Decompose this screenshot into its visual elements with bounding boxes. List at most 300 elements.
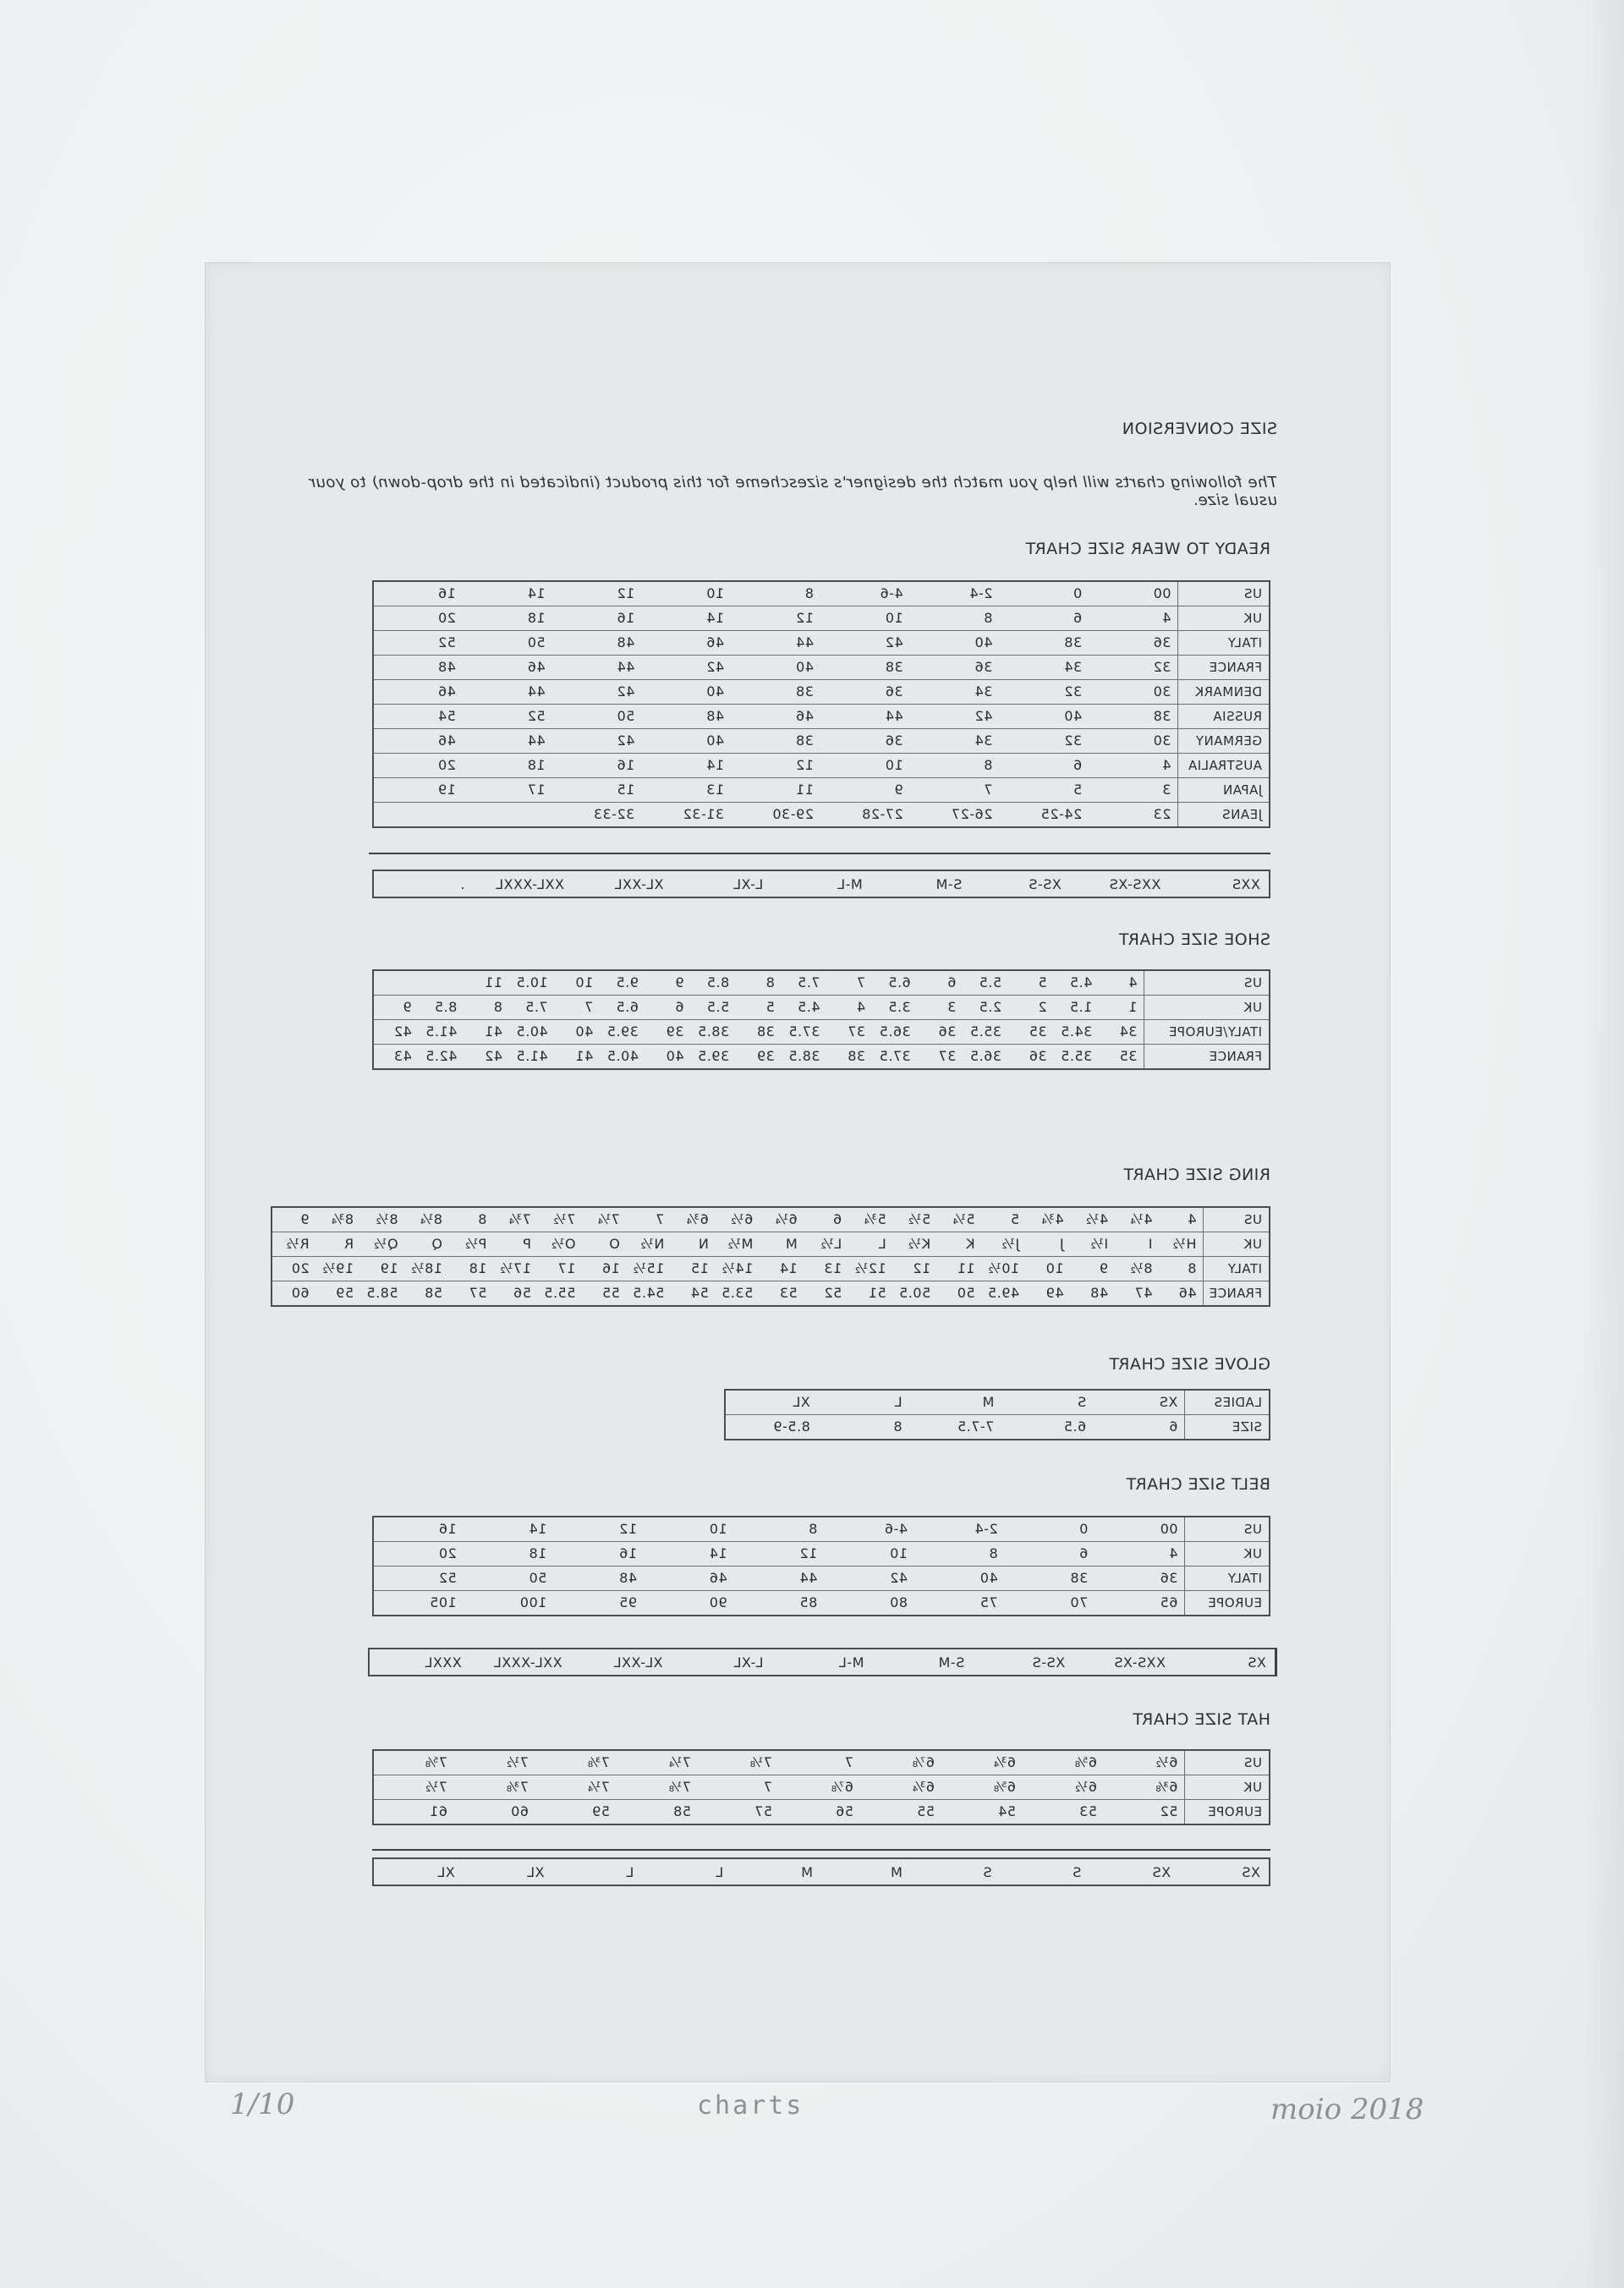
- ready-to-wear-rule: [369, 853, 1270, 854]
- table-cell: 42: [552, 680, 642, 705]
- table-cell: 8: [1160, 1257, 1204, 1281]
- table-cell: 8: [464, 996, 509, 1020]
- table-cell: 8: [449, 1207, 493, 1232]
- table-cell: 36: [1089, 631, 1178, 656]
- table-cell: 8¼: [405, 1207, 449, 1232]
- table-cell: 16: [552, 754, 642, 778]
- table-cell: M½: [716, 1232, 760, 1257]
- table-cell: 32: [999, 680, 1089, 705]
- table-row: [373, 631, 1270, 656]
- table-cell: 12: [893, 1257, 937, 1281]
- alpha-size: XL-XXL: [613, 1654, 663, 1671]
- table-cell: 18½: [405, 1257, 449, 1281]
- heading-shoe: SHOE SIZE CHART: [1118, 930, 1270, 949]
- belt-alpha-row: [368, 1648, 1277, 1676]
- table-cell: 6⅞: [860, 1750, 941, 1775]
- alpha-size: M: [800, 1863, 814, 1880]
- table-cell: 52: [463, 705, 552, 729]
- table-cell: 8: [910, 606, 1000, 631]
- table-cell: 44: [463, 680, 552, 705]
- table-cell: 16: [582, 1257, 626, 1281]
- table-cell: 46: [731, 705, 820, 729]
- row-label: US: [1185, 1750, 1270, 1775]
- table-cell: 6: [645, 996, 691, 1020]
- table-cell: 6.5: [872, 970, 918, 996]
- table-cell: 8½: [360, 1207, 404, 1232]
- table-row: [272, 1281, 1270, 1307]
- table-cell: 6: [1093, 1415, 1185, 1440]
- table-cell: 95: [553, 1591, 644, 1616]
- table-cell: 38: [1089, 705, 1178, 729]
- table-cell: 42: [552, 729, 642, 754]
- table-cell: 10: [644, 1517, 734, 1542]
- table-cell: 34: [999, 656, 1089, 680]
- table-cell: 48: [373, 656, 463, 680]
- table-cell: 17: [463, 778, 552, 803]
- table-cell: 55: [582, 1281, 626, 1307]
- table-cell: 4: [1160, 1207, 1204, 1232]
- table-cell: 46: [1160, 1281, 1204, 1307]
- table-cell: 7¼: [535, 1775, 617, 1800]
- table-cell: 15: [552, 778, 642, 803]
- table-cell: 16: [373, 581, 463, 606]
- table-cell: 7-7.5: [909, 1415, 1001, 1440]
- table-cell: 2.5: [963, 996, 1008, 1020]
- table-row: [373, 1800, 1270, 1825]
- table-cell: 53: [1023, 1800, 1104, 1825]
- table-cell: 00: [1095, 1517, 1185, 1542]
- alpha-size: XXS-XS: [1113, 1654, 1166, 1671]
- table-cell: 4: [1089, 606, 1178, 631]
- table-cell: Q: [405, 1232, 449, 1257]
- table-cell: 7⅝: [373, 1750, 454, 1775]
- table-row: [373, 705, 1270, 729]
- table-cell: 4: [1089, 754, 1178, 778]
- alpha-size: M: [890, 1863, 903, 1880]
- table-cell: 6½: [1023, 1775, 1104, 1800]
- table-cell: 9: [272, 1207, 316, 1232]
- table-cell: 50.5: [893, 1281, 937, 1307]
- table-cell: 8: [910, 754, 1000, 778]
- table-row: [373, 1750, 1270, 1775]
- row-label: ITALY: [1204, 1257, 1270, 1281]
- table-row: [272, 1207, 1270, 1232]
- table-cell: 46: [644, 1566, 734, 1591]
- table-cell: 32: [1089, 656, 1178, 680]
- table-cell: 30: [1089, 729, 1178, 754]
- table-cell: 7: [827, 970, 873, 996]
- table-cell: 31-32: [641, 803, 731, 828]
- table-cell: 11: [937, 1257, 981, 1281]
- table-cell: N½: [627, 1232, 671, 1257]
- table-cell: 54: [373, 705, 463, 729]
- alpha-size: S-M: [935, 875, 963, 892]
- table-cell: 38: [1005, 1566, 1095, 1591]
- table-cell: 4½: [1071, 1207, 1115, 1232]
- table-cell: 20: [373, 606, 463, 631]
- table-cell: 50: [464, 1566, 554, 1591]
- table-cell: 36: [918, 1020, 963, 1045]
- table-cell: 8: [734, 1517, 825, 1542]
- table-cell: XL: [725, 1390, 817, 1415]
- table-row: [373, 1775, 1270, 1800]
- table-cell: 11: [731, 778, 820, 803]
- table-cell: 36.5: [872, 1020, 918, 1045]
- artist-signature: moio 2018: [1270, 2093, 1424, 2126]
- table-cell: 37.5: [782, 1020, 827, 1045]
- row-label: UK: [1204, 1232, 1270, 1257]
- row-label: UK: [1185, 1775, 1270, 1800]
- table-cell: 8.5-9: [725, 1415, 817, 1440]
- alpha-size: XXL-XXXL: [495, 875, 565, 892]
- alpha-size: XS: [1247, 1654, 1266, 1671]
- table-cell: 4.5: [782, 996, 827, 1020]
- table-cell: 40: [555, 1020, 601, 1045]
- table-cell: [463, 803, 552, 828]
- table-row: [373, 803, 1270, 828]
- table-row: [272, 1257, 1270, 1281]
- table-cell: 12: [731, 606, 820, 631]
- table-cell: 40: [999, 705, 1089, 729]
- alpha-size: XXS: [1232, 875, 1260, 892]
- table-cell: 42: [641, 656, 731, 680]
- table-cell: 7½: [454, 1750, 535, 1775]
- table-cell: 9: [1071, 1257, 1115, 1281]
- table-cell: 48: [1071, 1281, 1115, 1307]
- alpha-size: XXXL: [425, 1654, 462, 1671]
- table-cell: 36: [1095, 1566, 1185, 1591]
- table-cell: 42: [910, 705, 1000, 729]
- table-cell: K: [937, 1232, 981, 1257]
- table-cell: 80: [824, 1591, 914, 1616]
- row-label: RUSSIA: [1178, 705, 1270, 729]
- table-row: [272, 1232, 1270, 1257]
- alpha-size: M-L: [837, 875, 863, 892]
- table-cell: XS: [1093, 1390, 1185, 1415]
- row-label: JEANS: [1178, 803, 1270, 828]
- alpha-size: S-M: [938, 1654, 965, 1671]
- table-cell: M: [909, 1390, 1001, 1415]
- table-cell: 8: [914, 1542, 1005, 1566]
- table-cell: 5: [736, 996, 782, 1020]
- alpha-size: XL: [526, 1863, 545, 1880]
- row-label: US: [1185, 1517, 1270, 1542]
- alpha-size: S: [982, 1863, 992, 1880]
- table-cell: 8.5: [419, 996, 464, 1020]
- table-cell: 7¼: [582, 1207, 626, 1232]
- table-cell: 52: [1104, 1800, 1185, 1825]
- table-row: [373, 970, 1270, 996]
- table-cell: 4.5: [1054, 970, 1100, 996]
- table-cell: R½: [272, 1232, 316, 1257]
- table-row: [373, 1591, 1270, 1616]
- table-cell: [373, 803, 463, 828]
- table-row: [373, 778, 1270, 803]
- row-label: EUROPE: [1185, 1591, 1270, 1616]
- table-cell: 56: [779, 1800, 860, 1825]
- table-cell: 4: [827, 996, 873, 1020]
- row-label: US: [1204, 1207, 1270, 1232]
- table-cell: 12: [731, 754, 820, 778]
- table-cell: 35.5: [963, 1020, 1008, 1045]
- table-cell: 10: [820, 606, 910, 631]
- table-cell: 9: [820, 778, 910, 803]
- table-cell: M: [760, 1232, 804, 1257]
- intro-text: The following charts will help you match the designer's sizescheme for this product (indicated in the drop-down) to your usual size.: [309, 474, 1277, 509]
- table-cell: 20: [373, 754, 463, 778]
- table-cell: I½: [1071, 1232, 1115, 1257]
- table-cell: 5½: [893, 1207, 937, 1232]
- table-cell: [373, 970, 419, 996]
- table-cell: 38.5: [691, 1020, 737, 1045]
- table-cell: 49: [1026, 1281, 1070, 1307]
- table-cell: 41.5: [509, 1045, 555, 1070]
- table-cell: 5: [982, 1207, 1026, 1232]
- hat-alpha-row: [372, 1857, 1270, 1886]
- table-cell: S: [1001, 1390, 1093, 1415]
- table-cell: 30: [1089, 680, 1178, 705]
- table-cell: 7½: [373, 1775, 454, 1800]
- table-cell: 90: [644, 1591, 734, 1616]
- table-cell: 7⅜: [454, 1775, 535, 1800]
- table-cell: 37.5: [872, 1045, 918, 1070]
- table-cell: P½: [449, 1232, 493, 1257]
- table-cell: 40: [731, 656, 820, 680]
- table-cell: 58: [405, 1281, 449, 1307]
- table-cell: 7: [698, 1775, 779, 1800]
- heading-belt: BELT SIZE CHART: [1126, 1475, 1270, 1494]
- table-cell: 32: [999, 729, 1089, 754]
- table-cell: 2-4: [910, 581, 1000, 606]
- table-cell: 70: [1005, 1591, 1095, 1616]
- table-cell: 46: [373, 729, 463, 754]
- table-row: [373, 996, 1270, 1020]
- table-cell: 8½: [1115, 1257, 1159, 1281]
- table-cell: 48: [552, 631, 642, 656]
- title-size-conversion: SIZE CONVERSION: [1122, 420, 1277, 438]
- alpha-size: XS-S: [1028, 875, 1062, 892]
- table-cell: 49.5: [982, 1281, 1026, 1307]
- table-cell: 60: [272, 1281, 316, 1307]
- table-cell: 44: [734, 1566, 825, 1591]
- table-row: [373, 680, 1270, 705]
- table-cell: 7⅛: [617, 1775, 698, 1800]
- row-label: UK: [1185, 1542, 1270, 1566]
- table-cell: 16: [552, 606, 642, 631]
- table-cell: 10: [1026, 1257, 1070, 1281]
- table-cell: 1: [1099, 996, 1144, 1020]
- row-label: US: [1178, 581, 1270, 606]
- table-cell: 39.5: [691, 1045, 737, 1070]
- shoe-table: [372, 969, 1270, 1070]
- table-cell: 6: [999, 606, 1089, 631]
- table-cell: 8: [817, 1415, 909, 1440]
- heading-glove: GLOVE SIZE CHART: [1109, 1355, 1270, 1374]
- table-cell: 38: [827, 1045, 873, 1070]
- table-cell: 6: [918, 970, 963, 996]
- table-row: [373, 1020, 1270, 1045]
- alpha-size: XL-XXL: [614, 875, 664, 892]
- table-cell: 6.5: [600, 996, 645, 1020]
- alpha-size: XXL-XXXL: [493, 1654, 562, 1671]
- alpha-size: XXS-XS: [1109, 875, 1161, 892]
- table-cell: 10: [641, 581, 731, 606]
- table-cell: 58: [617, 1800, 698, 1825]
- table-cell: 14½: [716, 1257, 760, 1281]
- table-cell: 41: [555, 1045, 601, 1070]
- table-cell: 65: [1095, 1591, 1185, 1616]
- table-cell: 6¾: [860, 1775, 941, 1800]
- table-cell: 53: [760, 1281, 804, 1307]
- table-cell: 61: [373, 1800, 454, 1825]
- table-cell: 6¾: [671, 1207, 715, 1232]
- table-cell: 18: [463, 754, 552, 778]
- table-cell: 7.5: [509, 996, 555, 1020]
- table-cell: 57: [698, 1800, 779, 1825]
- table-cell: 41: [464, 1020, 509, 1045]
- table-cell: 20: [272, 1257, 316, 1281]
- table-cell: 10½: [982, 1257, 1026, 1281]
- table-cell: 52: [373, 631, 463, 656]
- table-cell: 35: [1008, 1020, 1054, 1045]
- heading-ring: RING SIZE CHART: [1123, 1166, 1270, 1184]
- row-label: LADIES: [1185, 1390, 1270, 1415]
- table-cell: 7¼: [617, 1750, 698, 1775]
- artwork-title: charts: [697, 2091, 804, 2121]
- table-cell: 6⅝: [941, 1775, 1023, 1800]
- table-cell: 2: [1008, 996, 1054, 1020]
- table-cell: 8.5: [691, 970, 737, 996]
- table-cell: 57: [449, 1281, 493, 1307]
- table-cell: [419, 970, 464, 996]
- table-cell: 6.5: [1001, 1415, 1093, 1440]
- table-cell: 6: [1005, 1542, 1095, 1566]
- table-cell: 5¾: [848, 1207, 892, 1232]
- alpha-size: M-L: [838, 1654, 864, 1671]
- table-cell: 44: [552, 656, 642, 680]
- table-cell: 52: [804, 1281, 848, 1307]
- table-cell: 54: [671, 1281, 715, 1307]
- heading-ready-to-wear: READY TO WEAR SIZE CHART: [1025, 540, 1270, 558]
- table-cell: 15: [671, 1257, 715, 1281]
- table-cell: L: [817, 1390, 909, 1415]
- table-cell: 14: [463, 581, 552, 606]
- glove-table: [724, 1389, 1270, 1440]
- table-cell: 35: [1099, 1045, 1144, 1070]
- table-cell: 00: [1089, 581, 1178, 606]
- table-cell: 12: [553, 1517, 644, 1542]
- table-cell: 0: [999, 581, 1089, 606]
- table-cell: 10.5: [509, 970, 555, 996]
- row-label: EUROPE: [1185, 1800, 1270, 1825]
- table-cell: 50: [552, 705, 642, 729]
- table-cell: P: [494, 1232, 538, 1257]
- row-label: FRANCE: [1144, 1045, 1270, 1070]
- edition-number: 1/10: [230, 2088, 295, 2121]
- table-cell: 36: [820, 680, 910, 705]
- table-cell: 26-27: [910, 803, 1000, 828]
- row-label: US: [1144, 970, 1270, 996]
- table-cell: 50: [463, 631, 552, 656]
- table-cell: 37: [827, 1020, 873, 1045]
- table-cell: I: [1115, 1232, 1159, 1257]
- table-cell: 40: [910, 631, 1000, 656]
- table-cell: 42.5: [419, 1045, 464, 1070]
- table-cell: 40: [641, 729, 731, 754]
- alpha-size: XL: [436, 1863, 455, 1880]
- table-row: [373, 754, 1270, 778]
- row-label: GERMANY: [1178, 729, 1270, 754]
- table-cell: 42: [824, 1566, 914, 1591]
- table-cell: 39: [736, 1045, 782, 1070]
- table-cell: 3.5: [872, 996, 918, 1020]
- table-cell: 6: [804, 1207, 848, 1232]
- table-cell: 42: [820, 631, 910, 656]
- table-cell: L½: [804, 1232, 848, 1257]
- row-label: ITALY: [1185, 1566, 1270, 1591]
- table-cell: 6¾: [941, 1750, 1023, 1775]
- table-cell: O: [582, 1232, 626, 1257]
- table-cell: 14: [641, 606, 731, 631]
- row-label: ITALY/EUROPE: [1144, 1020, 1270, 1045]
- alpha-size: L-XL: [733, 1654, 764, 1671]
- table-cell: 39.5: [600, 1020, 645, 1045]
- table-cell: 34: [1099, 1020, 1144, 1045]
- table-cell: 51: [848, 1281, 892, 1307]
- table-cell: 29-30: [731, 803, 820, 828]
- table-cell: 60: [454, 1800, 535, 1825]
- table-cell: 39: [645, 1020, 691, 1045]
- alpha-size: XS-S: [1032, 1654, 1066, 1671]
- table-cell: 43: [373, 1045, 419, 1070]
- table-cell: 36: [910, 656, 1000, 680]
- table-cell: 13: [641, 778, 731, 803]
- table-cell: 8: [731, 581, 820, 606]
- table-cell: 10: [820, 754, 910, 778]
- table-cell: 40: [914, 1566, 1005, 1591]
- table-cell: J: [1026, 1232, 1070, 1257]
- row-label: FRANCE: [1178, 656, 1270, 680]
- table-cell: 6½: [1104, 1750, 1185, 1775]
- table-cell: 14: [760, 1257, 804, 1281]
- table-cell: 40: [641, 680, 731, 705]
- table-cell: 37: [918, 1045, 963, 1070]
- table-row: [373, 656, 1270, 680]
- table-row: [725, 1390, 1270, 1415]
- table-cell: 18: [463, 606, 552, 631]
- table-cell: Q½: [360, 1232, 404, 1257]
- table-cell: 4¼: [1115, 1207, 1159, 1232]
- table-cell: 19½: [316, 1257, 360, 1281]
- table-cell: 27-28: [820, 803, 910, 828]
- row-label: JAPAN: [1178, 778, 1270, 803]
- table-cell: 53.5: [716, 1281, 760, 1307]
- table-cell: 0: [1005, 1517, 1095, 1542]
- alpha-size: L-XL: [732, 875, 764, 892]
- table-cell: 42: [464, 1045, 509, 1070]
- table-row: [373, 729, 1270, 754]
- belt-table: [372, 1516, 1270, 1616]
- table-cell: 56: [494, 1281, 538, 1307]
- alpha-size: L: [626, 1863, 634, 1880]
- table-cell: 4-6: [820, 581, 910, 606]
- table-cell: 55: [860, 1800, 941, 1825]
- table-cell: 6⅞: [779, 1775, 860, 1800]
- table-cell: 7: [910, 778, 1000, 803]
- table-cell: R: [316, 1232, 360, 1257]
- table-cell: 7⅜: [535, 1750, 617, 1775]
- table-cell: 6½: [716, 1207, 760, 1232]
